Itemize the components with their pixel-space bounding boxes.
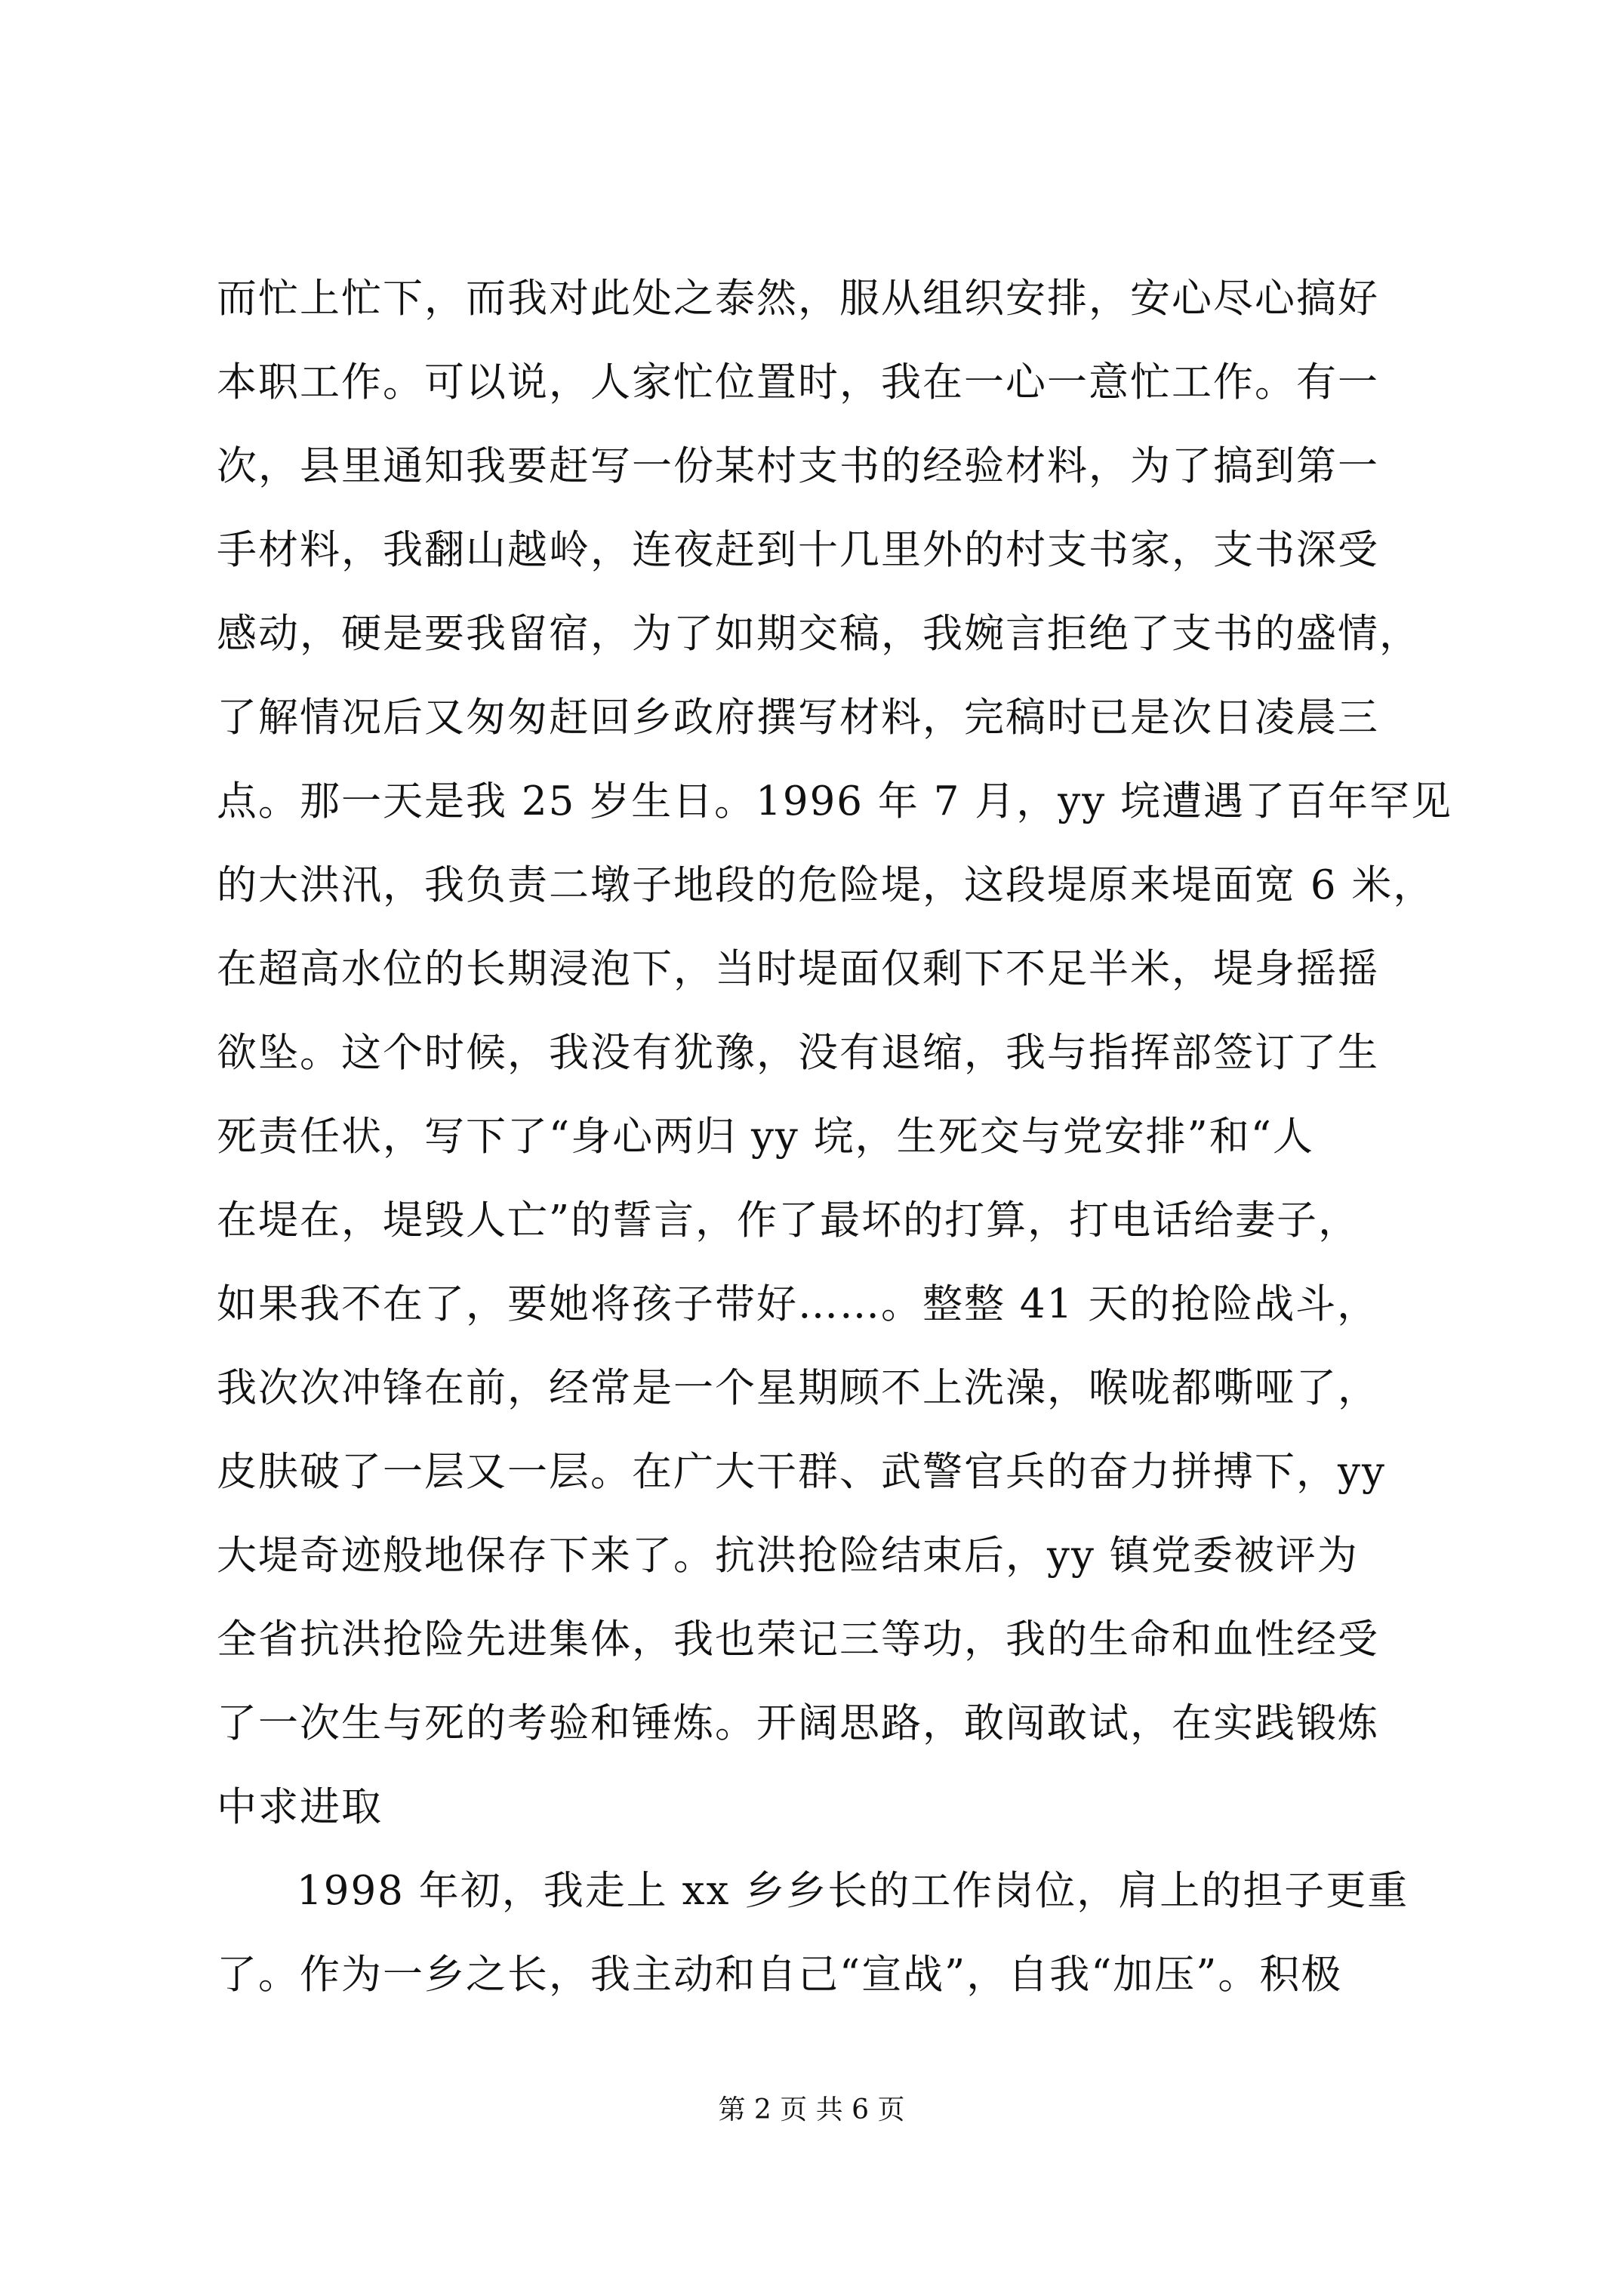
text-line: 点。那一天是我 25 岁生日。1996 年 7 月，yy 垸遭遇了百年罕见 xyxy=(217,778,1453,824)
page-footer xyxy=(0,2091,1623,2129)
text-line: 我次次冲锋在前，经常是一个星期顾不上洗澡，喉咙都嘶哑了， xyxy=(217,1365,1379,1411)
page-number-label: 第 2 页 共 6 页 xyxy=(718,2094,905,2125)
text-line: 的大洪汛，我负责二墩子地段的危险堤，这段堤原来堤面宽 6 米， xyxy=(217,862,1435,908)
section-heading-line: 中求进取 xyxy=(217,1784,383,1830)
text-line: 本职工作。可以说，人家忙位置时，我在一心一意忙工作。有一 xyxy=(217,359,1379,405)
text-line: 了。作为一乡之长，我主动和自己“宣战”，自我“加压”。积极 xyxy=(217,1952,1343,1998)
text-line: 全省抗洪抢险先进集体，我也荣记三等功，我的生命和血性经受 xyxy=(217,1616,1379,1663)
body-text xyxy=(217,257,1453,2017)
text-line: 大堤奇迹般地保存下来了。抗洪抢险结束后，yy 镇党委被评为 xyxy=(217,1533,1359,1579)
text-line: 了一次生与死的考验和锤炼。开阔思路，敢闯敢试，在实践锻炼 xyxy=(217,1700,1379,1746)
text-line: 次，县里通知我要赶写一份某村支书的经验材料，为了搞到第一 xyxy=(217,443,1379,489)
text-line: 了解情况后又匆匆赶回乡政府撰写材料，完稿时已是次日凌晨三 xyxy=(217,695,1379,741)
text-line: 感动，硬是要我留宿，为了如期交稿，我婉言拒绝了支书的盛情， xyxy=(217,611,1421,657)
text-line: 死责任状，写下了“身心两归 yy 垸，生死交与党安排”和“人 xyxy=(217,1114,1314,1160)
text-line: 在堤在，堤毁人亡”的誓言，作了最坏的打算，打电话给妻子， xyxy=(217,1197,1360,1244)
text-line: 手材料，我翻山越岭，连夜赶到十几里外的村支书家，支书深受 xyxy=(217,527,1379,573)
text-line: 皮肤破了一层又一层。在广大干群、武警官兵的奋力拼搏下，yy xyxy=(217,1449,1386,1495)
text-line: 而忙上忙下，而我对此处之泰然，服从组织安排，安心尽心搞好 xyxy=(217,276,1379,322)
text-line: 欲坠。这个时候，我没有犹豫，没有退缩，我与指挥部签订了生 xyxy=(217,1030,1379,1076)
text-line: 如果我不在了，要她将孩子带好……。整整 41 天的抢险战斗， xyxy=(217,1281,1379,1327)
paragraph-first-line: 1998 年初，我走上 xx 乡乡长的工作岗位，肩上的担子更重 xyxy=(297,1868,1409,1914)
text-line: 在超高水位的长期浸泡下，当时堤面仅剩下不足半米，堤身摇摇 xyxy=(217,946,1379,992)
